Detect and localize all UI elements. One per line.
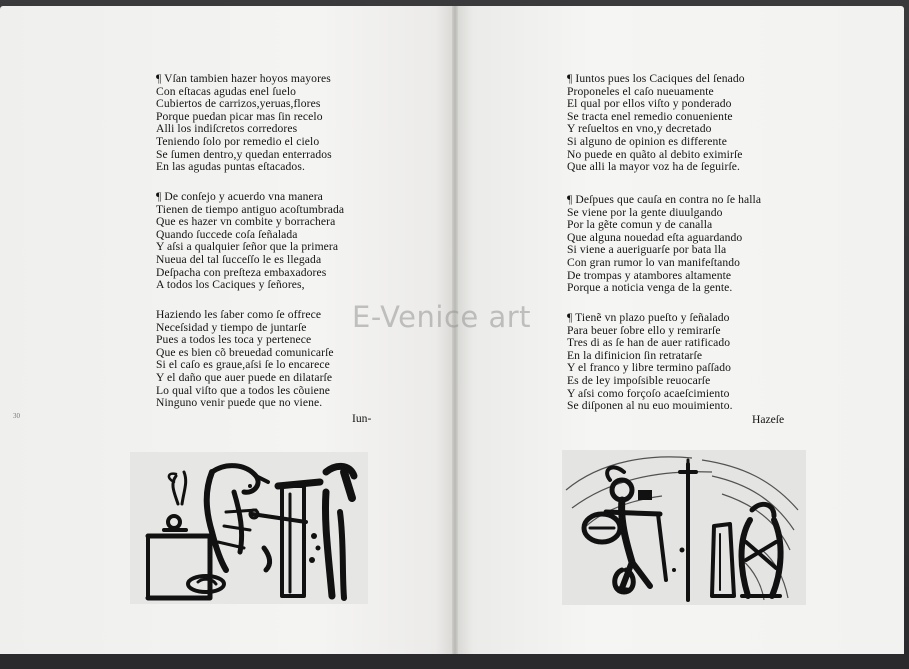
text-line: Se ſumen dentro,y quedan enterrados — [156, 147, 332, 161]
text-line: Tres di as ſe han de auer ratificado — [567, 336, 731, 350]
text-line: Cubiertos de carrizos,yeruas,flores — [156, 97, 321, 111]
text-line: Deſpacha con preſteza embaxadores — [156, 265, 327, 279]
woodcut-left-illustration — [130, 452, 368, 604]
text-line: Y aſsi a qualquier ſeñor que la primera — [156, 240, 339, 254]
left-catchword: Iun- — [352, 412, 372, 425]
woodcut-right-illustration — [562, 450, 806, 605]
text-line: Si alguno de opinion es differente — [567, 134, 727, 148]
right-catchword: Hazeſe — [752, 413, 785, 426]
book-gutter — [452, 6, 458, 654]
text-line: Porque puedan picar mas ſin recelo — [156, 109, 323, 123]
watermark: E-Venice art — [352, 300, 532, 334]
text-line: Para beuer ſobre ello y remirarſe — [567, 323, 721, 337]
text-line: Teniendo ſolo por remedio el cielo — [156, 134, 320, 148]
text-line: ¶ Tienẽ vn plazo pueſto y ſeñalado — [567, 311, 730, 324]
text-line: ¶ Deſpues que cauſa en contra no ſe halla — [567, 193, 762, 206]
text-line: Se tracta enel remedio conueniente — [567, 109, 733, 123]
text-line: Y el daño que auer puede en dilatarſe — [156, 370, 333, 384]
text-line: Con eſtacas agudas enel ſuelo — [156, 84, 297, 98]
text-line: ¶ Iuntos pues los Caciques del ſenado — [567, 72, 745, 85]
text-line: Alli los indiſcretos corredores — [156, 122, 298, 136]
text-line: Tienen de tiempo antiguo acoſtumbrada — [156, 202, 345, 216]
text-line: Y aſsi como forçoſo acaeſcimiento — [567, 386, 730, 400]
text-line: ¶ De conſejo y acuerdo vna manera — [156, 190, 323, 203]
text-line: Se viene por la gente diuulgando — [567, 205, 723, 219]
text-line: Por la gẽte comun y de canalla — [567, 218, 713, 232]
left-stanza-1 — [156, 73, 332, 174]
text-line: Que es hazer vn combite y borrachera — [156, 215, 336, 229]
text-line: Nueua del tal ſucceſſo le es llegada — [156, 252, 322, 266]
text-line: Se diſponen al nu euo mouimiento. — [567, 399, 733, 413]
text-line: Ninguno venir puede que no viene. — [156, 396, 323, 410]
woodcut-right — [562, 450, 806, 605]
text-line: Quando ſuccede coſa ſeñalada — [156, 227, 298, 241]
text-line: Proponeles el caſo nueuamente — [567, 84, 714, 98]
text-line: A todos los Caciques y ſeñores, — [156, 278, 305, 292]
page-number: 30 — [13, 412, 20, 420]
text-line: Lo qual viſto que a todos les cõuiene — [156, 383, 331, 397]
text-line: Neceſsidad y tiempo de juntarſe — [156, 320, 307, 334]
text-line: No puede en quãto al debito eximirſe — [567, 147, 743, 161]
text-line: Haziendo les ſaber como ſe offrece — [156, 308, 322, 321]
text-line: Es de ley impoſsible reuocarſe — [567, 373, 711, 387]
left-stanza-2 — [156, 191, 344, 292]
text-line: En las agudas puntas eſtacados. — [156, 160, 305, 174]
text-line: Si el caſo es graue,aſsi ſe lo encarece — [156, 358, 330, 372]
text-line: El qual por ellos viſto y ponderado — [567, 97, 732, 111]
text-line: De trompas y atambores altamente — [567, 268, 732, 282]
text-line: Que es bien cõ breuedad comunicarſe — [156, 345, 334, 359]
text-line: Si viene a aueriguarſe por bata lla — [567, 243, 727, 257]
text-line: Y reſueltos en vno,y decretado — [567, 122, 712, 136]
woodcut-left — [130, 452, 368, 604]
right-stanza-2 — [567, 194, 761, 295]
right-stanza-3 — [567, 312, 733, 413]
right-stanza-1 — [567, 73, 745, 174]
text-line: Pues a todos les toca y pertenece — [156, 333, 312, 347]
left-stanza-3 — [156, 309, 334, 410]
text-line: Con gran rumor lo van manifeſtando — [567, 255, 741, 269]
text-line: Que alguna nouedad eſta aguardando — [567, 230, 743, 244]
text-line: ¶ Vſan tambien hazer hoyos mayores — [156, 72, 331, 85]
text-line: En la difinicion ſin retratarſe — [567, 348, 703, 362]
text-line: Y el franco y libre termino paſſado — [567, 361, 732, 375]
text-line: Que alli la mayor voz ha de ſeguirſe. — [567, 160, 741, 174]
text-line: Porque a noticia venga de la gente. — [567, 281, 733, 295]
